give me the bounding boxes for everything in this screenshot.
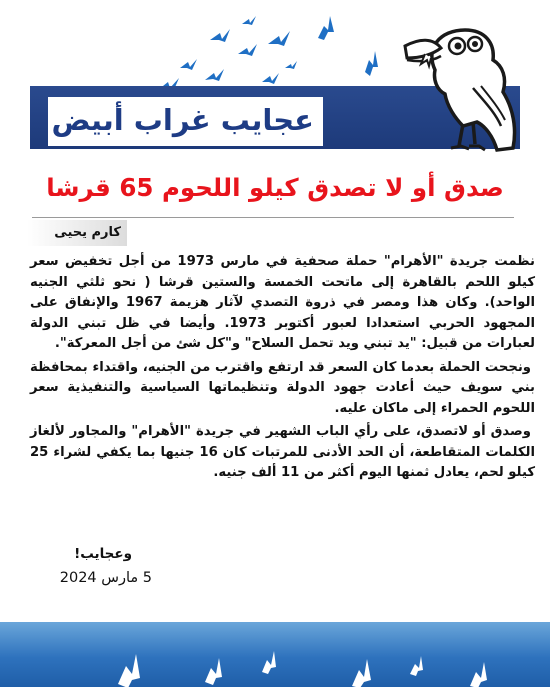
author-name: كارم يحيى xyxy=(27,220,127,246)
article-headline: صدق أو لا تصدق كيلو اللحوم 65 قرشا xyxy=(46,173,504,202)
series-title: عجايب غراب أبيض xyxy=(51,103,314,137)
footer-band xyxy=(0,622,550,687)
flying-white-birds-icon xyxy=(0,622,550,687)
paragraph: نظمت جريدة "الأهرام" حملة صحفية في مارس 1973 من أجل تخفيض سعر كيلو اللحم بالقاهرة إلى ماتحت الخمسة والستين قرشا ( نحو ثلثي الجنيه الواحد). وكان هذا ومصر في ذروة التصدي لآثار هزيمة 1967 والإنفاق على المجهود الحربي استعدادا لعبور أكتوبر 1973. وأيضا في ظل تبني الدولة لعبارات من قبيل: "يد تبني ويد تحمل السلاح" و"كل شئ من أجل المعركة". xyxy=(30,254,536,351)
paragraph: وصدق أو لاتصدق، على رأي الباب الشهير في جريدة "الأهرام" والمجاور لألغاز الكلمات المتقاطعة، أن الحد الأدنى للمرتبات كان 16 جنيها بما يكفي لشراء 25 كيلو لحم، يعادل ثمنها اليوم أكثر من 11 ألف جنيه. xyxy=(30,424,535,480)
paragraph: ونجحت الحملة بعدما كان السعر قد ارتفع واقترب من الجنيه، واقتداء بمحافظة بني سويف حيث أعادت جهود الدولة وتنظيماتها السياسية والتنفيذية سعر اللحوم الحمراء إلى ماكان عليه. xyxy=(30,359,535,416)
white-crow-icon xyxy=(385,8,525,158)
header xyxy=(0,0,550,160)
divider xyxy=(32,217,514,218)
article-body xyxy=(30,252,535,487)
closing-line: وعجايب! xyxy=(74,546,132,562)
article-date: 5 مارس 2024 xyxy=(59,570,152,586)
